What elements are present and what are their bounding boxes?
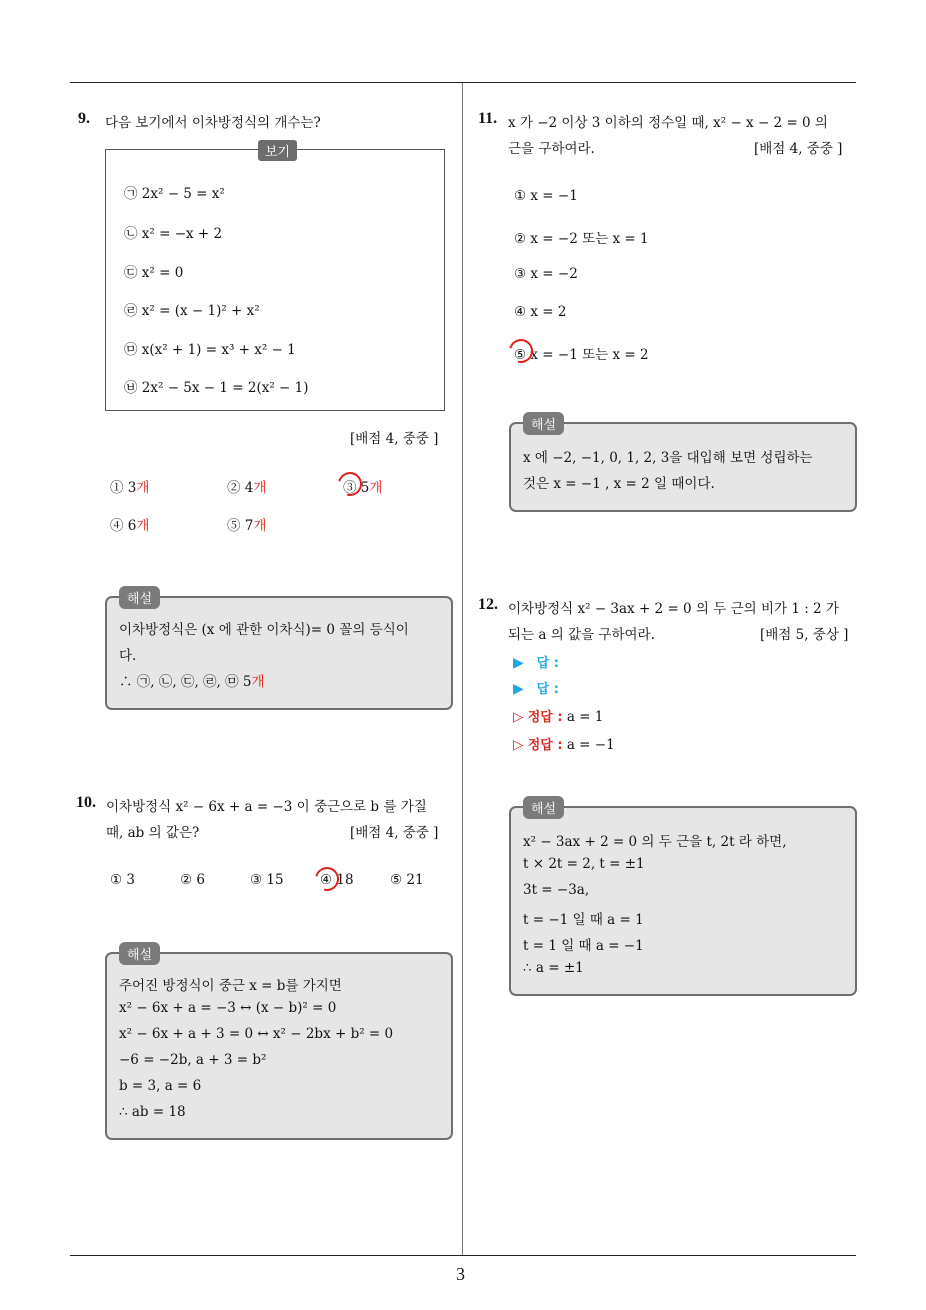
choice-unit: 개 [136, 518, 150, 534]
q9-item-6: ㉥ 2x² − 5x − 1 = 2(x² − 1) [124, 380, 309, 396]
q9-example-box [105, 145, 445, 411]
q11-text-2: 근을 구하여라. [508, 141, 595, 157]
q11-explanation-tag: 해설 [523, 412, 564, 435]
q11-score: [배점 4, 중중 ] [754, 141, 843, 157]
q10-score: [배점 4, 중중 ] [350, 825, 439, 841]
q10-choice-5[interactable]: ⑤ 21 [390, 872, 424, 888]
q9-expl-line-3-text: ∴ ㉠, ㉡, ㉢, ㉣, ㉤ 5 [119, 674, 252, 690]
choice-unit: 개 [136, 480, 150, 496]
correct-label: 정답 : [527, 710, 563, 725]
q12-correct-row-2 [513, 734, 615, 753]
q9-expl-line-2: 다. [119, 648, 137, 664]
q10-choice-4[interactable]: ④ 18 [320, 872, 354, 888]
choice-number: 3 [127, 480, 137, 496]
choice-mark: ② [227, 480, 241, 496]
q10-text-2: 때, ab 의 값은? [106, 825, 200, 841]
triangle-icon: ▷ [513, 737, 524, 753]
top-rule [70, 82, 856, 83]
q12-explanation-box [509, 802, 857, 996]
q9-item-4: ㉣ x² = (x − 1)² + x² [124, 303, 260, 319]
q10-choice-3[interactable]: ③ 15 [250, 872, 284, 888]
q12-expl-line-3: 3t = −3a, [523, 882, 590, 898]
q11-text-1: x 가 −2 이상 3 이하의 정수일 때, x² − x − 2 = 0 의 [508, 115, 828, 131]
q11-choice-2[interactable]: ② x = −2 또는 x = 1 [514, 231, 649, 247]
q9-expl-unit: 개 [251, 674, 265, 690]
choice-number: 7 [244, 518, 254, 534]
choice-unit: 개 [253, 480, 267, 496]
answer-label: 답 : [536, 682, 559, 697]
q9-item-5: ㉤ x(x² + 1) = x³ + x² − 1 [124, 342, 296, 358]
q11-choice-5[interactable]: ⑤ x = −1 또는 x = 2 [514, 347, 649, 363]
choice-mark: ④ [110, 518, 124, 534]
q11-expl-line-1: x 에 −2, −1, 0, 1, 2, 3을 대입해 보면 성립하는 [523, 450, 813, 466]
q9-explanation-box [105, 592, 453, 710]
correct-value: a = −1 [566, 737, 615, 753]
q12-answer-row-2 [513, 678, 559, 697]
choice-mark: ⑤ [227, 518, 241, 534]
page-number: 3 [456, 1264, 465, 1284]
q10-expl-line-6: ∴ ab = 18 [119, 1104, 186, 1120]
q10-answer-circle [311, 863, 344, 896]
q10-number: 10. [76, 794, 96, 811]
q11-expl-line-2: 것은 x = −1 , x = 2 일 때이다. [523, 476, 715, 492]
q11-choice-1[interactable]: ① x = −1 [514, 188, 578, 204]
q9-choice-5[interactable] [227, 514, 266, 534]
choice-number: 6 [127, 518, 137, 534]
q10-expl-line-2: x² − 6x + a = −3 ↔ (x − b)² = 0 [119, 1000, 337, 1016]
q10-expl-line-3: x² − 6x + a + 3 = 0 ↔ x² − 2bx + b² = 0 [119, 1026, 394, 1042]
q11-explanation-box [509, 418, 857, 512]
q10-text-1: 이차방정식 x² − 6x + a = −3 이 중근으로 b 를 가질 [106, 799, 427, 815]
q11-choice-3[interactable]: ③ x = −2 [514, 266, 578, 282]
q9-choice-1[interactable] [110, 476, 149, 496]
q12-score: [배점 5, 중상 ] [760, 627, 849, 643]
q9-choice-2[interactable] [227, 476, 266, 496]
q12-expl-line-6: ∴ a = ±1 [523, 960, 584, 976]
q9-item-1: ㉠ 2x² − 5 = x² [124, 186, 225, 202]
q11-number: 11. [478, 110, 498, 127]
q9-item-3: ㉢ x² = 0 [124, 265, 184, 281]
play-icon: ▶ [513, 655, 524, 671]
q9-score: [배점 4, 중중 ] [350, 431, 439, 447]
q9-choice-4[interactable] [110, 514, 149, 534]
q9-text: 다음 보기에서 이차방정식의 개수는? [105, 115, 321, 131]
q10-expl-line-5: b = 3, a = 6 [119, 1078, 202, 1094]
q9-expl-line-3 [119, 670, 265, 690]
choice-unit: 개 [253, 518, 267, 534]
q10-explanation-box [105, 948, 453, 1140]
correct-label: 정답 : [527, 738, 563, 753]
q9-example-tag: 보기 [258, 140, 297, 161]
correct-value: a = 1 [566, 709, 604, 725]
q12-expl-line-4: t = −1 일 때 a = 1 [523, 912, 644, 928]
q12-expl-line-5: t = 1 일 때 a = −1 [523, 938, 644, 954]
q12-number: 12. [478, 596, 498, 613]
q12-explanation-tag: 해설 [523, 796, 564, 819]
q9-expl-line-1: 이차방정식은 (x 에 관한 이차식)= 0 꼴의 등식이 [119, 622, 409, 638]
q12-text-2: 되는 a 의 값을 구하여라. [508, 627, 655, 643]
play-icon: ▶ [513, 681, 524, 697]
choice-mark: ③ [343, 480, 357, 496]
q12-expl-line-1: x² − 3ax + 2 = 0 의 두 근을 t, 2t 라 하면, [523, 834, 787, 850]
q9-explanation-tag: 해설 [119, 586, 160, 609]
bottom-rule [70, 1255, 856, 1256]
q12-text-1: 이차방정식 x² − 3ax + 2 = 0 의 두 근의 비가 1 : 2 가 [508, 601, 839, 617]
q10-expl-line-4: −6 = −2b, a + 3 = b² [119, 1052, 267, 1068]
choice-mark: ① [110, 480, 124, 496]
q10-expl-line-1: 주어진 방정식이 중근 x = b를 가지면 [119, 978, 342, 994]
choice-unit: 개 [369, 480, 383, 496]
choice-number: 4 [244, 480, 254, 496]
choice-number: 5 [360, 480, 370, 496]
q11-choice-4[interactable]: ④ x = 2 [514, 304, 567, 320]
q9-item-2: ㉡ x² = −x + 2 [124, 226, 223, 242]
q9-number: 9. [78, 110, 90, 127]
column-divider [462, 83, 463, 1255]
q10-explanation-tag: 해설 [119, 942, 160, 965]
triangle-icon: ▷ [513, 709, 524, 725]
answer-label: 답 : [536, 656, 559, 671]
q12-correct-row-1 [513, 706, 603, 725]
q10-choice-1[interactable]: ① 3 [110, 872, 135, 888]
q10-choice-2[interactable]: ② 6 [180, 872, 205, 888]
q12-answer-row-1 [513, 652, 559, 671]
q12-expl-line-2: t × 2t = 2, t = ±1 [523, 856, 645, 872]
